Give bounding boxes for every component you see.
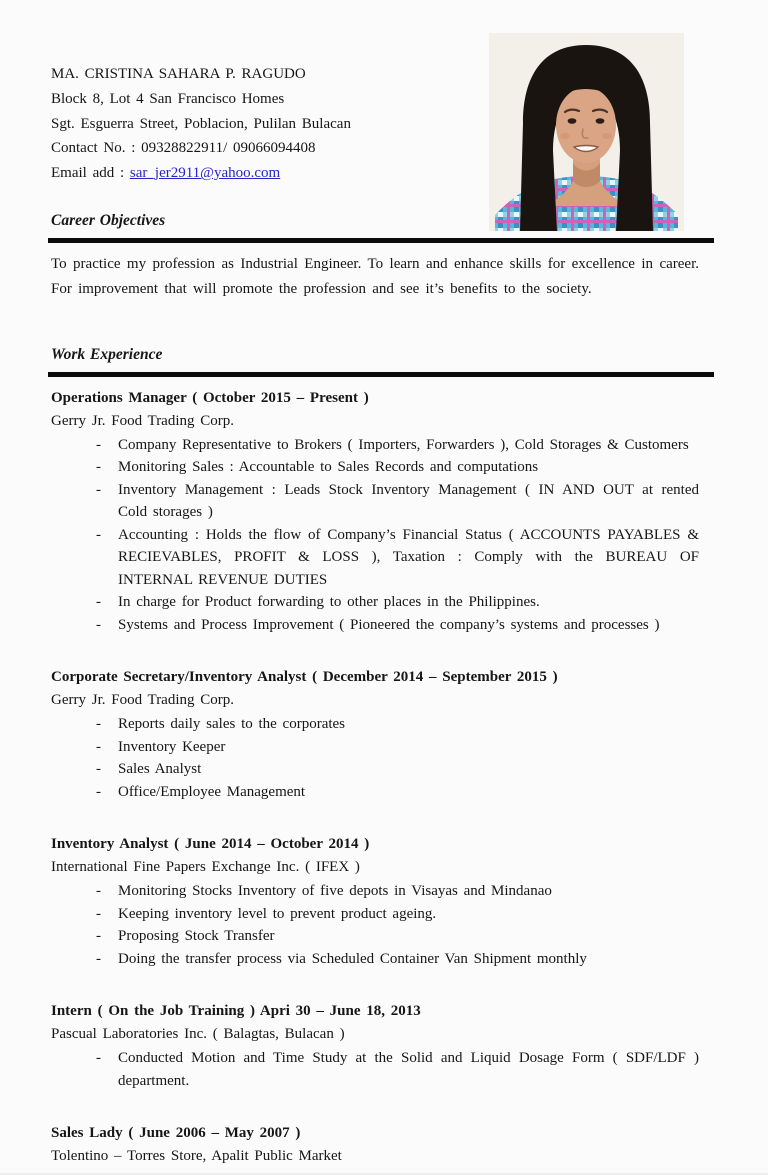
section-divider [48,238,714,243]
address-line-2: Sgt. Esguerra Street, Poblacion, Pulilan Bulacan [51,115,351,132]
job-company: Pascual Laboratories Inc. ( Balagtas, Bulacan ) [51,1026,345,1043]
job-bullet: - Monitoring Stocks Inventory of five depots in Visayas and Mindanao [51,880,713,903]
job-title: Inventory Analyst ( June 2014 – October 2014 ) [51,836,370,853]
applicant-name: MA. CRISTINA SAHARA P. RAGUDO [51,66,306,82]
job-bullet: - Monitoring Sales : Accountable to Sales Records and computations [51,456,713,479]
job-bullet: - Inventory Keeper [51,736,713,759]
job-bullet: - Inventory Management : Leads Stock Inventory Management ( IN AND OUT at rented Cold storages ) [51,479,713,524]
email-link[interactable]: sar_jer2911@yahoo.com [129,165,281,182]
job-company: Gerry Jr. Food Trading Corp. [51,692,235,709]
job-title: Intern ( On the Job Training ) Apri 30 – June 18, 2013 [51,1003,421,1020]
job-bullet: - Company Representative to Brokers ( Importers, Forwarders ), Cold Storages & Customers [51,434,713,457]
job-company: Tolentino – Torres Store, Apalit Public Market [51,1148,342,1165]
job-entry-operations-manager [51,387,713,637]
job-company: International Fine Papers Exchange Inc. ( IFEX ) [51,859,360,876]
job-entry-intern [51,1000,713,1092]
section-title-work-experience: Work Experience [51,345,163,363]
job-title: Sales Lady ( June 2006 – May 2007 ) [51,1125,301,1142]
section-title-career-objectives: Career Objectives [51,211,166,229]
section-divider [48,372,714,377]
job-bullet: - Proposing Stock Transfer [51,925,713,948]
applicant-photo [489,33,684,231]
contact-number: Contact No. : 09328822911/ 09066094408 [51,140,316,157]
job-bullets [51,713,713,803]
job-title: Corporate Secretary/Inventory Analyst ( December 2014 – September 2015 ) [51,669,558,686]
job-bullets [51,1047,713,1092]
job-bullet: - Conducted Motion and Time Study at the Solid and Liquid Dosage Form ( SDF/LDF ) department. [51,1047,713,1092]
job-title: Operations Manager ( October 2015 – Present ) [51,389,369,406]
contact-header [51,62,471,186]
job-entry-sales-lady [51,1122,713,1168]
email-label: Email add : [51,165,130,182]
job-bullet: - Office/Employee Management [51,781,713,804]
email-row [51,161,471,186]
career-objective-text: To practice my profession as Industrial Engineer. To learn and enhance skills for excellence in career. For improvement that will promote the profession and see it’s benefits to the society. [51,255,699,297]
job-entry-inventory-analyst [51,833,713,970]
job-bullet: - Accounting : Holds the flow of Company’s Financial Status ( ACCOUNTS PAYABLES & RECIEVABLES, PROFIT & LOSS ), Taxation : Comply with the BUREAU OF INTERNAL REVENUE DUTIES [51,524,713,592]
address-line-1: Block 8, Lot 4 San Francisco Homes [51,90,285,107]
job-bullet: - Doing the transfer process via Scheduled Container Van Shipment monthly [51,948,713,971]
job-bullet: - Keeping inventory level to prevent product ageing. [51,903,713,926]
job-bullet: - In charge for Product forwarding to other places in the Philippines. [51,591,713,614]
job-bullets [51,434,713,637]
job-bullets [51,880,713,970]
job-entry-corporate-secretary [51,666,713,803]
job-company: Gerry Jr. Food Trading Corp. [51,412,235,429]
job-bullet: - Sales Analyst [51,758,713,781]
job-bullet: - Systems and Process Improvement ( Pioneered the company’s systems and processes ) [51,614,713,637]
job-bullet: - Reports daily sales to the corporates [51,713,713,736]
